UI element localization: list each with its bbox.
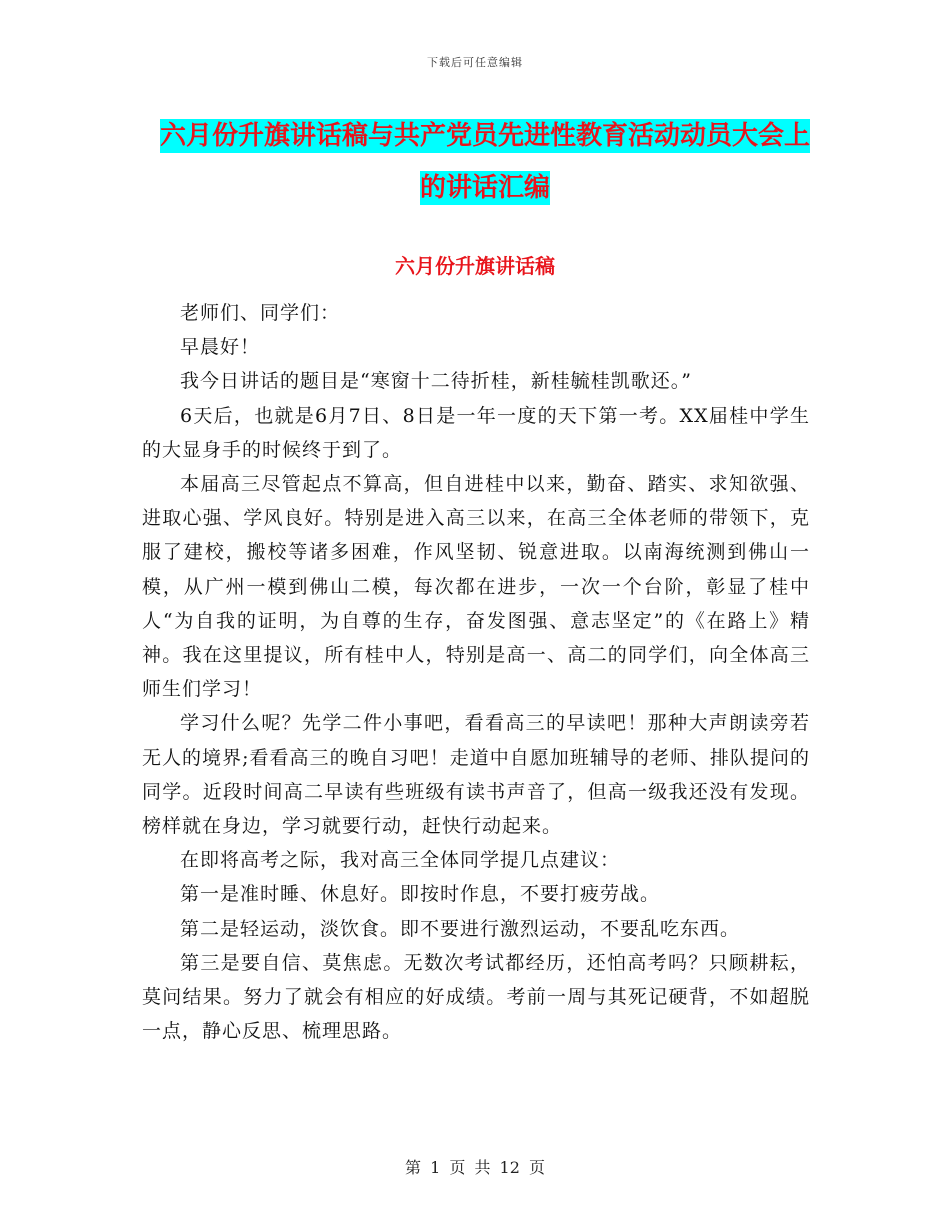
paragraph: 本届高三尽管起点不算高，但自进桂中以来，勤奋、踏实、求知欲强、进取心强、学风良好。特别是进入高三以来，在高三全体老师的带领下，克服了建校，搬校等诸多困难，作风坚韧、锐意进取。以南海统测到佛山一模，从广州一模到佛山二模，每次都在进步，一次一个台阶，彰显了桂中人“为自我的证明，为自尊的生存，奋发图强、意志坚定”的《在路上》精神。我在这里提议，所有桂中人，特别是高一、高二的同学们，向全体高三师生们学习！: [142, 473, 810, 701]
document-body: [142, 296, 810, 1048]
paragraph: 第二是轻运动，淡饮食。即不要进行激烈运动，不要乱吃东西。: [180, 917, 741, 940]
paragraph: 学习什么呢？先学二件小事吧，看看高三的早读吧！那种大声朗读旁若无人的境界;看看高三的晚自习吧！走道中自愿加班辅导的老师、排队提问的同学。近段时间高二早读有些班级有读书声音了，但高一级我还没有发现。榜样就在身边，学习就要行动，赶快行动起来。: [142, 712, 810, 838]
section-title: 六月份升旗讲话稿: [395, 254, 555, 278]
paragraph: 我今日讲话的题目是“寒窗十二待折桂，新桂毓桂凯歌还。”: [180, 370, 692, 393]
paragraph: 6天后，也就是6月7日、8日是一年一度的天下第一考。XX届桂中学生的大显身手的时候终于到了。: [142, 404, 810, 461]
document-title-text: 六月份升旗讲话稿与共产党员先进性教育活动动员大会上的讲话汇编: [159, 121, 810, 203]
paragraph: 第三是要自信、莫焦虑。无数次考试都经历，还怕高考吗？只顾耕耘，莫问结果。努力了就会有相应的好成绩。考前一周与其死记硬背，不如超脱一点，静心反思、梳理思路。: [142, 951, 810, 1043]
paragraph: 早晨好！: [180, 336, 261, 359]
page-number: 第 1 页 共 12 页: [405, 1158, 545, 1177]
paragraph: 第一是准时睡、休息好。即按时作息，不要打疲劳战。: [180, 883, 661, 906]
header-note: 下载后可任意编辑: [427, 56, 523, 69]
paragraph: 在即将高考之际，我对高三全体同学提几点建议：: [180, 849, 621, 872]
document-title: [150, 110, 820, 214]
paragraph: 老师们、同学们：: [180, 302, 341, 324]
